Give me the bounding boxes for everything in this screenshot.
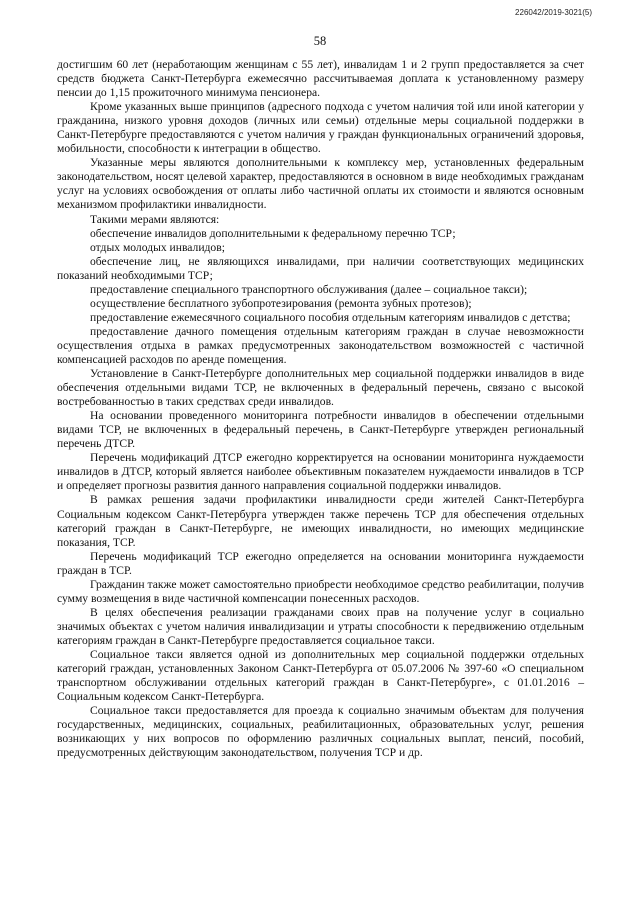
list-item: осуществление бесплатного зубопротезирования (ремонта зубных протезов); xyxy=(90,296,472,310)
paragraph: В целях обеспечения реализации гражданами своих прав на получение услуг в социально значимых объектах с учетом наличия инвалидизации и утраты способности к передвижению отдельным категориям граждан в Санкт-Петербурге предоставляется социальное такси. xyxy=(57,605,584,647)
paragraph: Установление в Санкт-Петербурге дополнительных мер социальной поддержки инвалидов в виде обеспечения отдельными видами ТСР, не включенных в федеральный перечень, связано с высокой востребованностью в таких средствах среди инвалидов. xyxy=(57,367,584,409)
paragraph: Перечень модификаций ТСР ежегодно определяется на основании мониторинга нуждаемости граждан в ТСР. xyxy=(57,549,584,577)
list-item: обеспечение лиц, не являющихся инвалидами, при наличии соответствующих медицинских показаний необходимыми ТСР; xyxy=(57,254,584,282)
paragraph: На основании проведенного мониторинга потребности инвалидов в обеспечении отдельными видами ТСР, не включенных в федеральный перечень, в Санкт-Петербурге утвержден региональный перечень ДТСР. xyxy=(57,409,584,451)
document-body xyxy=(57,58,584,760)
list-item: предоставление ежемесячного социального пособия отдельным категориям инвалидов с детства; xyxy=(90,310,571,324)
paragraph: Такими мерами являются: xyxy=(90,212,220,226)
list-item: отдых молодых инвалидов; xyxy=(90,240,225,254)
paragraph: Перечень модификаций ДТСР ежегодно корректируется на основании мониторинга нуждаемости инвалидов в ДТСР, который является наиболее объективным показателем нуждаемости инвалидов в ТСР и определяет прогнозы развития данного направления социальной поддержки инвалидов. xyxy=(57,451,584,493)
page-number: 58 xyxy=(313,34,327,48)
list-item: обеспечение инвалидов дополнительными к федеральному перечню ТСР; xyxy=(90,226,456,240)
paragraph: В рамках решения задачи профилактики инвалидности среди жителей Санкт-Петербурга Социальным кодексом Санкт-Петербурга утвержден также перечень ТСР для обеспечения отдельных категорий граждан в Санкт-Петербурге, не имеющих инвалидности, но имеющих медицинские показания, ТСР. xyxy=(57,493,584,549)
list-item: предоставление дачного помещения отдельным категориям граждан в случае невозможности осуществления отдыха в рамках предусмотренных законодательством возможностей с частичной компенсацией расходов по аренде помещения. xyxy=(57,324,584,366)
paragraph: Гражданин также может самостоятельно приобрести необходимое средство реабилитации, получив сумму возмещения в виде частичной компенсации понесенных расходов. xyxy=(57,577,584,605)
paragraph: Кроме указанных выше принципов (адресного подхода с учетом наличия той или иной категории у гражданина, низкого уровня доходов (личных или семьи) отдельные меры социальной поддержки в Санкт-Петербурге предоставляются с учетом наличия у граждан функциональных ограничений здоровья, мобильности, способности к интеграции в общество. xyxy=(57,100,584,156)
document-reference-number: 226042/2019-3021(5) xyxy=(515,8,592,17)
paragraph: достигшим 60 лет (неработающим женщинам с 55 лет), инвалидам 1 и 2 групп предоставляется за счет средств бюджета Санкт-Петербурга ежемесячно рассчитываемая доплата к установленному размеру пенсии до 1,15 прожиточного минимума пенсионера. xyxy=(57,58,584,100)
paragraph: Социальное такси является одной из дополнительных мер социальной поддержки отдельных категорий граждан, установленных Законом Санкт-Петербурга от 05.07.2006 № 397-60 «О специальном транспортном обслуживании отдельных категорий граждан в Санкт-Петербурге», с 01.01.2016 – Социальным кодексом Санкт-Петербурга. xyxy=(57,647,584,704)
list-item: предоставление специального транспортного обслуживания (далее – социальное такси); xyxy=(90,282,528,296)
paragraph: Указанные меры являются дополнительными к комплексу мер, установленных федеральным законодательством, носят целевой характер, предоставляются в основном в виде необходимых гражданам услуг на условиях освобождения от оплаты либо частичной оплаты их стоимости и являются основным механизмом профилактики инвалидности. xyxy=(57,156,584,212)
paragraph: Социальное такси предоставляется для проезда к социально значимым объектам для получения государственных, медицинских, социальных, реабилитационных, образовательных услуг, решения возникающих у них вопросов по оформлению различных социальных выплат, пенсий, пособий, предусмотренных действующим законодательством, получения ТСР и др. xyxy=(57,704,584,760)
